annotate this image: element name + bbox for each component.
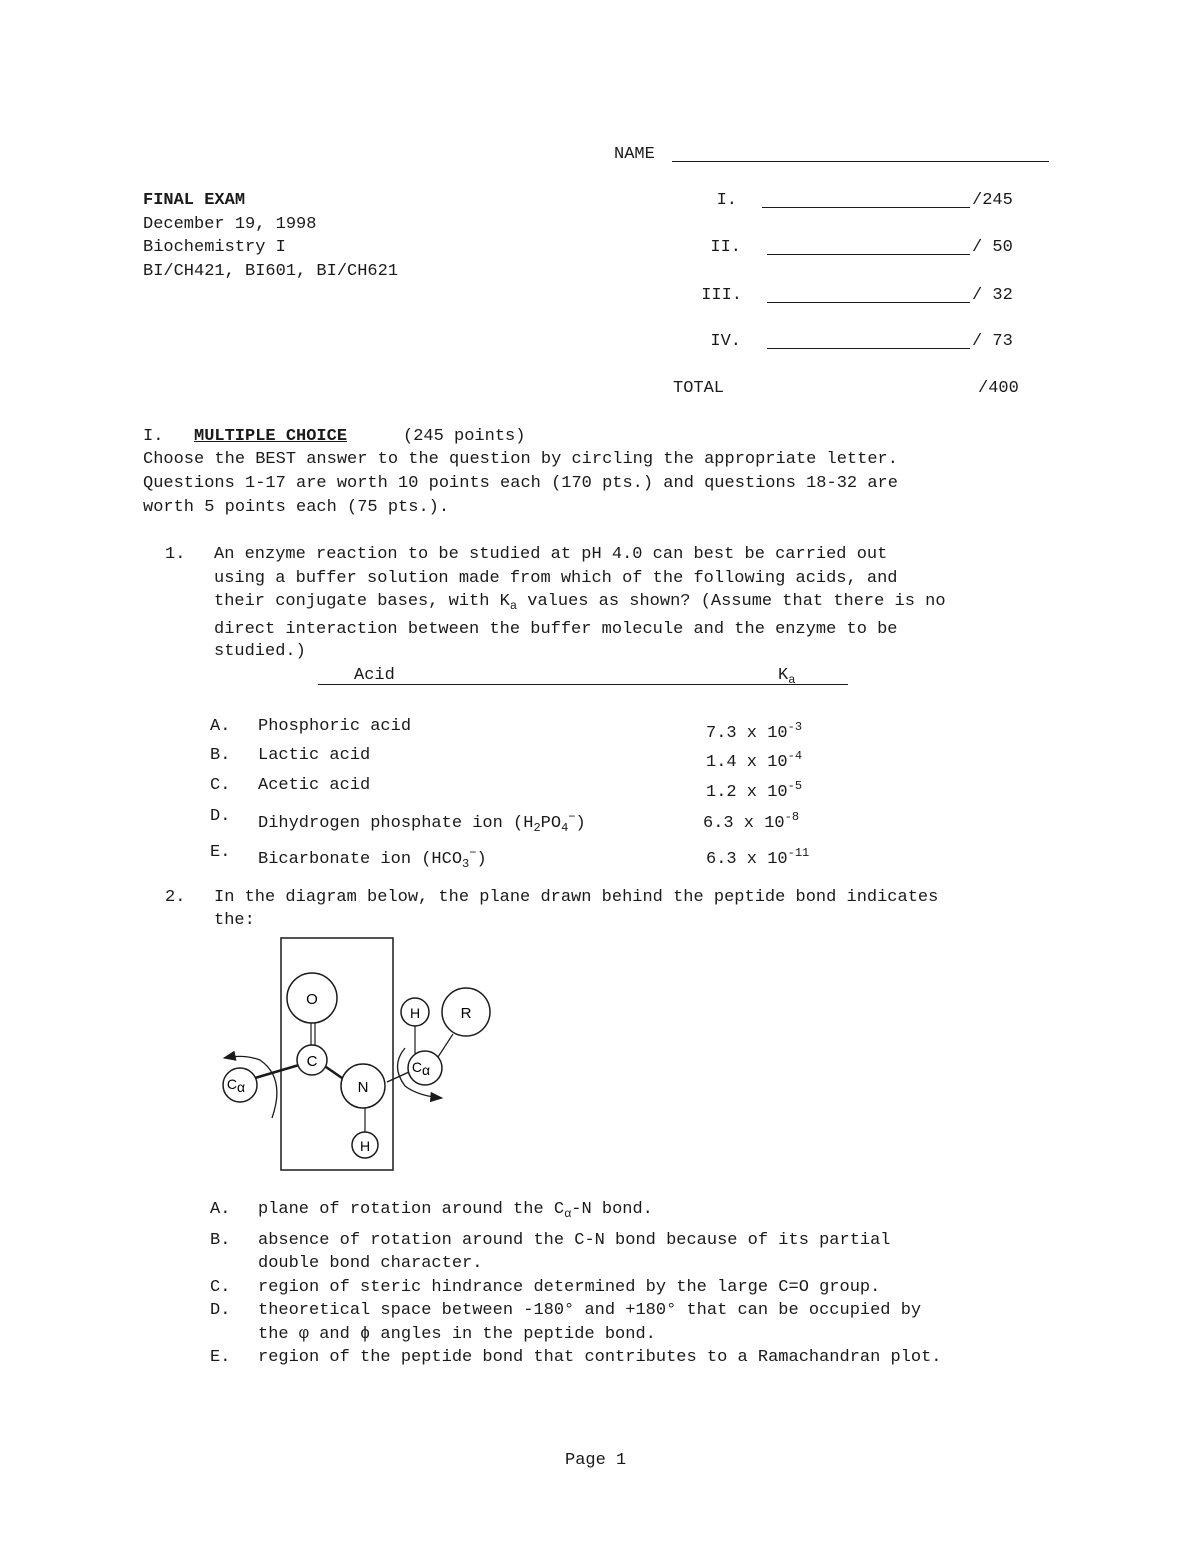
option-acid-name: Bicarbonate ion $(HCO_3^-)$ (258, 846, 487, 871)
exam-date: December 19, 1998 (143, 215, 317, 234)
svg-text:Cα: Cα (411, 1059, 431, 1078)
svg-text:H: H (359, 1138, 371, 1154)
score-max-3: / 32 (972, 286, 1013, 305)
svg-text:H: H (409, 1005, 421, 1021)
option-letter[interactable]: A. (210, 1200, 231, 1219)
total-max: /400 (978, 379, 1019, 398)
score-label-3: III. (701, 286, 742, 305)
option-acid-name: Lactic acid (258, 746, 371, 765)
question-text: studied.) (214, 642, 306, 661)
option-text: the φ and ϕ angles in the peptide bond. (258, 1325, 656, 1344)
option-text: double bond character. (258, 1254, 483, 1273)
instructions-line-3: worth 5 points each (75 pts.). (143, 498, 450, 517)
question-text: An enzyme reaction to be studied at pH 4.0 can best be carried out (214, 545, 888, 564)
score-field-2[interactable] (767, 254, 970, 255)
option-letter[interactable]: C. (210, 1278, 231, 1297)
option-text: region of steric hindrance determined by the large C=O group. (258, 1278, 881, 1297)
option-ka-value: 1.4 x $10^{-4}$ (706, 749, 803, 772)
option-letter[interactable]: D. (210, 807, 231, 826)
question-text: direct interaction between the buffer molecule and the enzyme to be (214, 620, 898, 639)
instructions-line-1: Choose the BEST answer to the question by circling the appropriate letter. (143, 450, 898, 469)
total-label: TOTAL (673, 379, 725, 398)
option-ka-value: 6.3 x $10^{-8}$ (703, 810, 800, 833)
score-max-4: / 73 (972, 332, 1013, 351)
option-acid-name: Phosphoric acid (258, 717, 412, 736)
exam-title: FINAL EXAM (143, 191, 246, 210)
option-ka-value: 6.3 x $10^{-11}$ (706, 846, 810, 869)
section-heading: MULTIPLE CHOICE (194, 427, 348, 446)
score-label-1: I. (716, 191, 737, 210)
option-text: region of the peptide bond that contributes to a Ramachandran plot. (258, 1348, 942, 1367)
column-header-ka: $K_a$ (778, 666, 796, 687)
option-text: plane of rotation around the $C_\alpha-N$ bond. (258, 1200, 653, 1221)
page-number: Page 1 (565, 1451, 627, 1470)
option-ka-value: 1.2 x $10^{-5}$ (706, 779, 803, 802)
option-letter[interactable]: A. (210, 717, 231, 736)
name-label: NAME (614, 145, 655, 164)
column-header-acid: Acid (354, 666, 395, 685)
question-text: In the diagram below, the plane drawn behind the peptide bond indicates (214, 888, 939, 907)
peptide-bond-diagram (210, 930, 510, 1180)
option-acid-name: Acetic acid (258, 776, 371, 795)
name-field[interactable] (672, 161, 1049, 162)
course-codes: BI/CH421, BI601, BI/CH621 (143, 262, 399, 281)
svg-text:R: R (460, 1005, 472, 1022)
score-field-1[interactable] (762, 207, 970, 208)
table-header-rule (318, 684, 848, 685)
svg-text:N: N (357, 1079, 369, 1096)
option-text: absence of rotation around the C-N bond because of its partial (258, 1231, 891, 1250)
question-text: their conjugate bases, with $K_a$ values as shown? (Assume that there is no (214, 592, 946, 613)
svg-text:Cα: Cα (226, 1076, 246, 1095)
question-number: 2. (165, 888, 186, 907)
option-ka-value: 7.3 x $10^{-3}$ (706, 720, 803, 743)
option-letter[interactable]: D. (210, 1301, 231, 1320)
score-max-1: /245 (972, 191, 1013, 210)
section-number: I. (143, 427, 164, 446)
option-letter[interactable]: E. (210, 843, 231, 862)
svg-text:O: O (306, 991, 318, 1008)
option-acid-name: Dihydrogen phosphate ion $(H_2PO_4^-)$ (258, 810, 586, 835)
score-field-4[interactable] (767, 348, 970, 349)
option-letter[interactable]: C. (210, 776, 231, 795)
option-letter[interactable]: E. (210, 1348, 231, 1367)
option-letter[interactable]: B. (210, 746, 231, 765)
question-number: 1. (165, 545, 186, 564)
score-max-2: / 50 (972, 238, 1013, 257)
score-label-4: IV. (710, 332, 741, 351)
score-label-2: II. (710, 238, 741, 257)
instructions-line-2: Questions 1-17 are worth 10 points each (170 pts.) and questions 18-32 are (143, 474, 898, 493)
section-points: (245 points) (403, 427, 526, 446)
question-text: using a buffer solution made from which of the following acids, and (214, 569, 898, 588)
option-text: theoretical space between -180° and +180° that can be occupied by (258, 1301, 922, 1320)
svg-text:C: C (306, 1053, 318, 1070)
course-name: Biochemistry I (143, 238, 286, 257)
option-letter[interactable]: B. (210, 1231, 231, 1250)
question-text: the: (214, 911, 255, 930)
score-field-3[interactable] (767, 302, 970, 303)
